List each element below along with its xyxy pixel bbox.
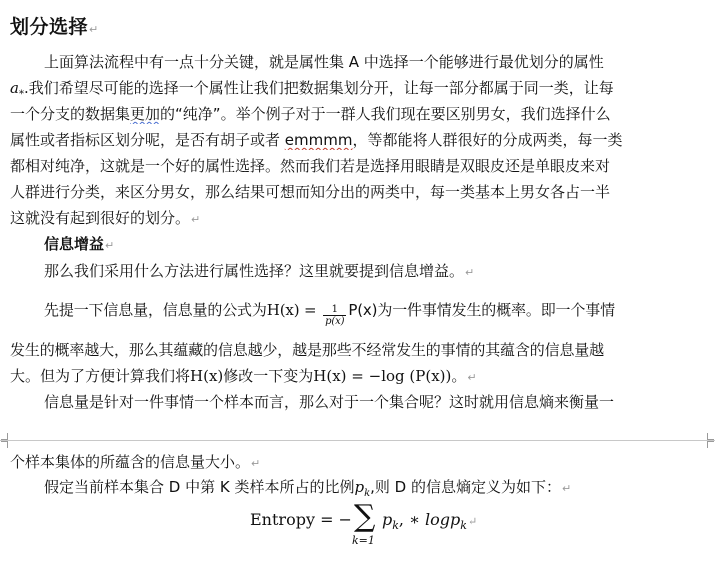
sigma-symbol: ∑ xyxy=(353,499,376,534)
text-run: 大。但为了方便计算我们将 xyxy=(10,367,191,385)
equation-lhs: Entropy = − xyxy=(250,510,352,529)
paragraph-1-line-3 xyxy=(10,104,700,124)
paragraph-mark-icon: ↵ xyxy=(562,482,572,495)
math-subscript: k xyxy=(364,488,371,499)
text-run: 。 xyxy=(451,367,467,385)
fraction-denominator: p(x) xyxy=(325,316,345,327)
math-subscript: k xyxy=(460,519,467,533)
section-heading xyxy=(10,12,99,39)
text-run: 修改一下变为 xyxy=(223,367,314,385)
spellcheck-flagged-text[interactable]: emmmm xyxy=(284,131,353,149)
paragraph-mark-icon: ↵ xyxy=(191,213,201,226)
paragraph-mark-icon: ↵ xyxy=(89,23,99,36)
text-run: ,则 D 的信息熵定义为如下： xyxy=(370,478,561,496)
paragraph-1-line-4 xyxy=(10,130,700,150)
text-run: 个样本集体的所蕴含的信息量大小。 xyxy=(10,453,251,471)
text-run: 先提一下信息量，信息量的公式为 xyxy=(44,301,267,319)
page-break-divider xyxy=(0,440,715,441)
text-run: 一个分支的数据集 xyxy=(10,105,131,123)
page-corner-mark xyxy=(707,433,714,440)
text-run: P(x)为一件事情发生的概率。即一个事情 xyxy=(348,301,615,319)
sigma-lower-limit: k=1 xyxy=(351,534,375,547)
paragraph-1-line-5 xyxy=(10,156,700,176)
text-run: 发生的概率越大，那么其蕴藏的信息越少，越是那些不经常发生的事情的其蕴含的信息量越 xyxy=(10,341,605,359)
paragraph-mark-icon: ↵ xyxy=(251,457,261,470)
paragraph-4-line-2 xyxy=(10,452,700,474)
paragraph-3-line-2 xyxy=(10,340,700,360)
text-run: .我们希望尽可能的选择一个属性让我们把数据集划分开，让每一部分都属于同一类，让每 xyxy=(23,79,614,97)
text-run: ，等都能将人群很好的分成两类，每一类 xyxy=(352,131,623,149)
paragraph-2 xyxy=(44,261,700,283)
text-run: 的“纯净”。举个例子对于一群人我们现在要区别男女，我们选择什么 xyxy=(160,105,611,123)
text-run: 信息量是针对一件事情一个样本而言，那么对于一个集合呢？这时就用信息熵来衡量一 xyxy=(44,393,615,411)
paragraph-3-line-1 xyxy=(44,298,700,328)
subsection-heading xyxy=(44,234,700,256)
equation-body xyxy=(250,499,478,547)
paragraph-1-line-1 xyxy=(44,52,700,72)
math-subscript: * xyxy=(18,89,24,100)
page-corner-mark xyxy=(1,441,8,448)
grammar-flagged-text[interactable]: 更加 xyxy=(130,105,161,123)
heading-text: 划分选择 xyxy=(10,16,89,38)
page-corner-mark xyxy=(707,441,714,448)
text-run: 假定当前样本集合 D 中第 K 类样本所占的比例 xyxy=(44,478,355,496)
paragraph-1-line-7 xyxy=(10,208,700,230)
fraction-numerator: 1 xyxy=(323,304,346,316)
text-run: 那么我们采用什么方法进行属性选择？这里就要提到信息增益。 xyxy=(44,262,465,280)
math-formula: H(x) = −log (P(x)) xyxy=(313,367,452,385)
paragraph-mark-icon: ↵ xyxy=(105,239,115,252)
page-corner-mark xyxy=(1,433,8,440)
text-run: 这就没有起到很好的划分。 xyxy=(10,209,191,227)
equation-term: logp xyxy=(425,510,461,529)
math-symbol-p: p xyxy=(354,478,365,496)
paragraph-1-line-6 xyxy=(10,182,700,202)
text-run: 人群进行分类，来区分男女，那么结果可想而知分出的两类中，每一类基本上男女各占一半 xyxy=(10,183,611,201)
subheading-text: 信息增益 xyxy=(44,235,105,253)
paragraph-mark-icon: ↵ xyxy=(467,371,477,384)
paragraph-1-line-2 xyxy=(10,78,700,105)
math-formula: H(x) = xyxy=(266,301,322,319)
math-formula: H(x) xyxy=(190,367,224,385)
math-subscript: k xyxy=(392,519,399,533)
paragraph-4-line-1 xyxy=(44,392,700,412)
equation-term: p xyxy=(381,510,393,529)
text-run: 都相对纯净，这就是一个好的属性选择。然而我们若是选择用眼睛是双眼皮还是单眼皮来对 xyxy=(10,157,611,175)
paragraph-3-line-3 xyxy=(10,366,700,388)
math-symbol-a: a xyxy=(10,79,19,97)
text-run: 上面算法流程中有一点十分关键，就是属性集 A 中选择一个能够进行最优划分的属性 xyxy=(44,53,604,71)
summation xyxy=(351,499,382,547)
paragraph-mark-icon: ↵ xyxy=(465,266,475,279)
paragraph-mark-icon: ↵ xyxy=(467,515,478,528)
equation-operator: , ∗ xyxy=(398,510,426,529)
fraction xyxy=(323,304,346,327)
text-run: 属性或者指标区划分呢，是否有胡子或者 xyxy=(10,131,285,149)
